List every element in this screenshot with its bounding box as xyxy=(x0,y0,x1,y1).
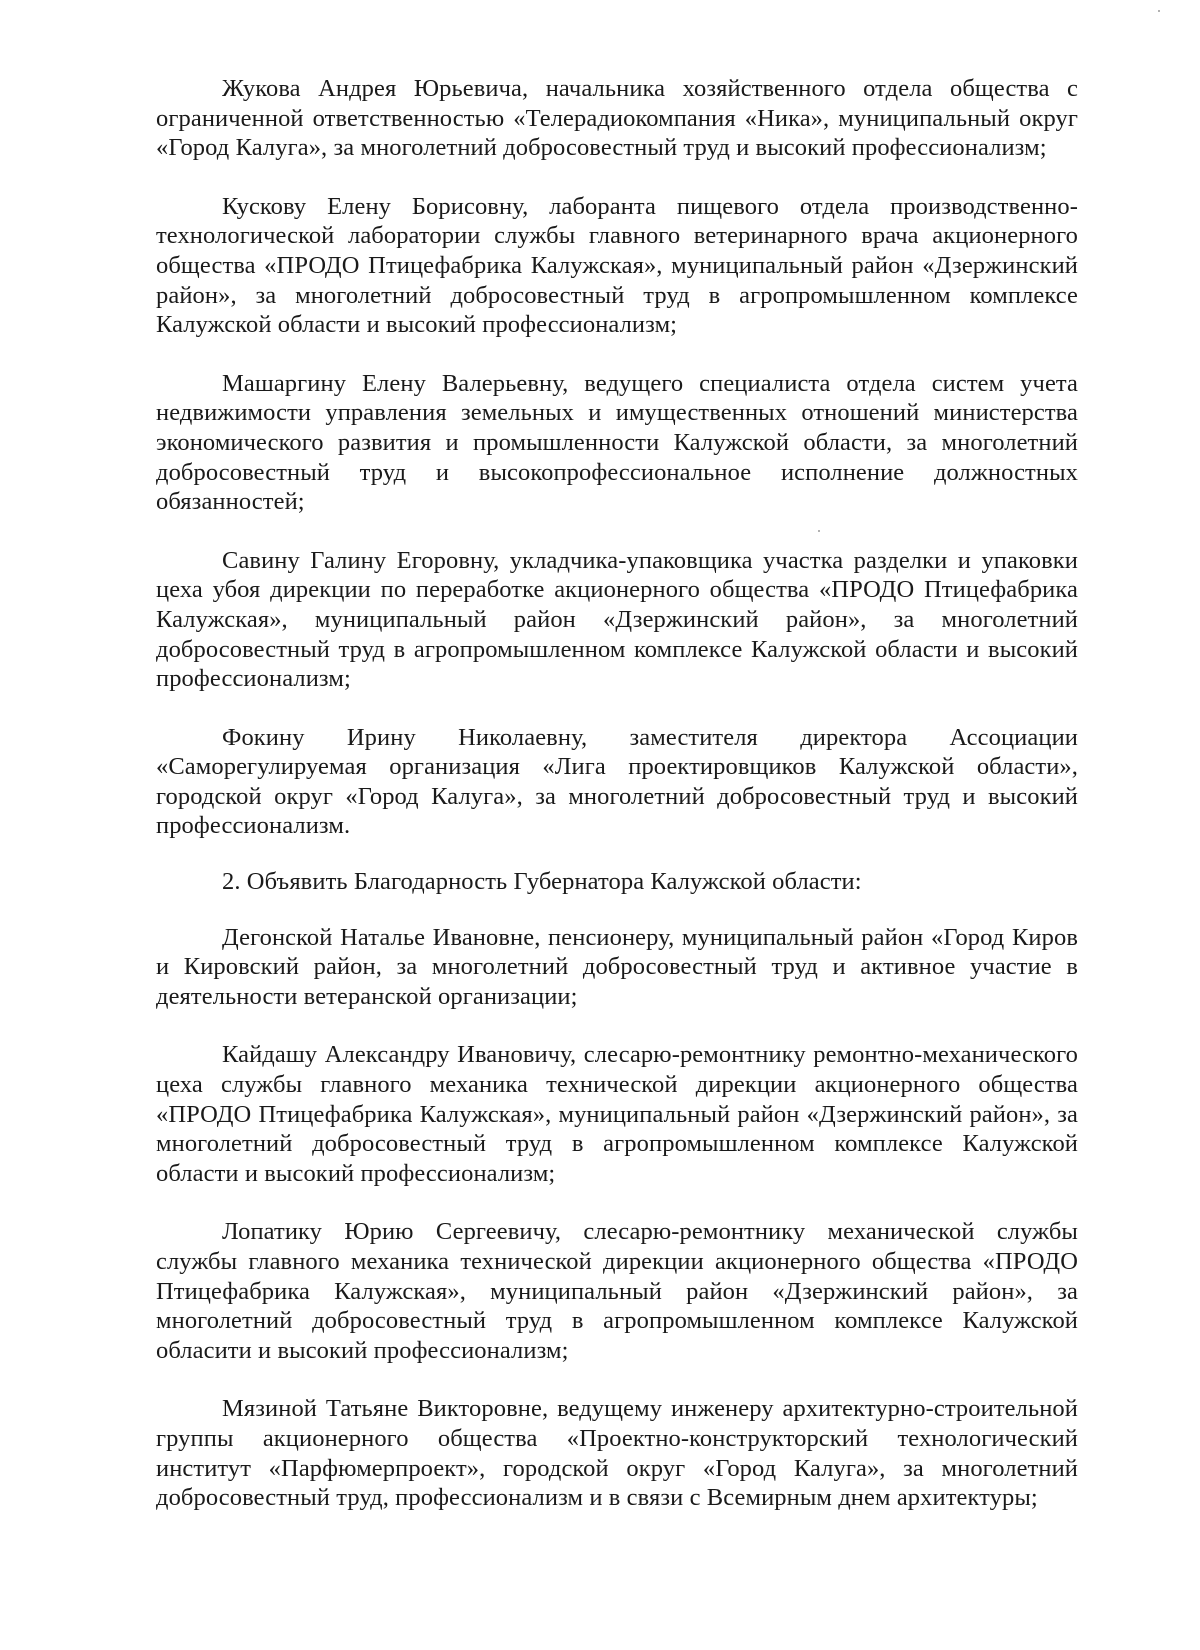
award-paragraph-kuskova: Кускову Елену Борисовну, лаборанта пищевого отдела производственно-технологической лаборатории службы главного ветеринарного врача акционерного общества «ПРОДО Птицефабрика Калужская», муниципальный район «Дзержинский район», за многолетний добросовестный труд в агропромышленном комплексе Калужской области и высокий профессионализм; xyxy=(156,192,1078,339)
award-paragraph-savina: Савину Галину Егоровну, укладчика-упаковщика участка разделки и упаковки цеха убоя дирекции по переработке акционерного общества «ПРОДО Птицефабрика Калужская», муниципальный район «Дзержинский район», за многолетний добросовестный труд в агропромышленном комплексе Калужской области и высокий профессионализм; xyxy=(156,546,1078,693)
gratitude-paragraph-kaydash: Кайдашу Александру Ивановичу, слесарю-ремонтнику ремонтно-механического цеха службы главного механика технической дирекции акционерного общества «ПРОДО Птицефабрика Калужская», муниципальный район «Дзержинский район», за многолетний добросовестный труд в агропромышленном комплексе Калужской области и высокий профессионализм; xyxy=(156,1041,1078,1187)
document-body xyxy=(156,74,1078,1513)
section-heading-gratitude: 2. Объявить Благодарность Губернатора Калужской области: xyxy=(222,868,862,896)
award-paragraph-zhukov: Жукова Андрея Юрьевича, начальника хозяйственного отдела общества с ограниченной ответственностью «Телерадиокомпания «Ника», муниципальный округ «Город Калуга», за многолетний добросовестный труд и высокий профессионализм; xyxy=(156,75,1078,162)
scan-speck xyxy=(1158,10,1160,12)
award-paragraph-fokina: Фокину Ирину Николаевну, заместителя директора Ассоциации «Саморегулируемая организация «Лига проектировщиков Калужской области», городской округ «Город Калуга», за многолетний добросовестный труд и высокий профессионализм. xyxy=(156,723,1078,840)
scan-speck xyxy=(818,530,820,532)
gratitude-paragraph-degonskaya: Дегонской Наталье Ивановне, пенсионеру, муниципальный район «Город Киров и Кировский район, за многолетний добросовестный труд и активное участие в деятельности ветеранской организации; xyxy=(156,923,1078,1010)
gratitude-paragraph-lopatik: Лопатику Юрию Сергеевичу, слесарю-ремонтнику механической службы службы главного механика технической дирекции акционерного общества «ПРОДО Птицефабрика Калужская», муниципальный район «Дзержинский район», за многолетний добросовестный труд в агропромышленном комплексе Калужской обласити и высокий профессионализм; xyxy=(156,1218,1078,1364)
gratitude-paragraph-myazina: Мязиной Татьяне Викторовне, ведущему инженеру архитектурно-строительной группы акционерного общества «Проектно-конструкторский технологический институт «Парфюмерпроект», городской округ «Город Калуга», за многолетний добросовестный труд, профессионализм и в связи с Всемирным днем архитектуры; xyxy=(156,1395,1078,1512)
award-paragraph-mashargina: Машаргину Елену Валерьевну, ведущего специалиста отдела систем учета недвижимости управления земельных и имущественных отношений министерства экономического развития и промышленности Калужской области, за многолетний добросовестный труд и высокопрофессиональное исполнение должностных обязанностей; xyxy=(156,369,1078,516)
